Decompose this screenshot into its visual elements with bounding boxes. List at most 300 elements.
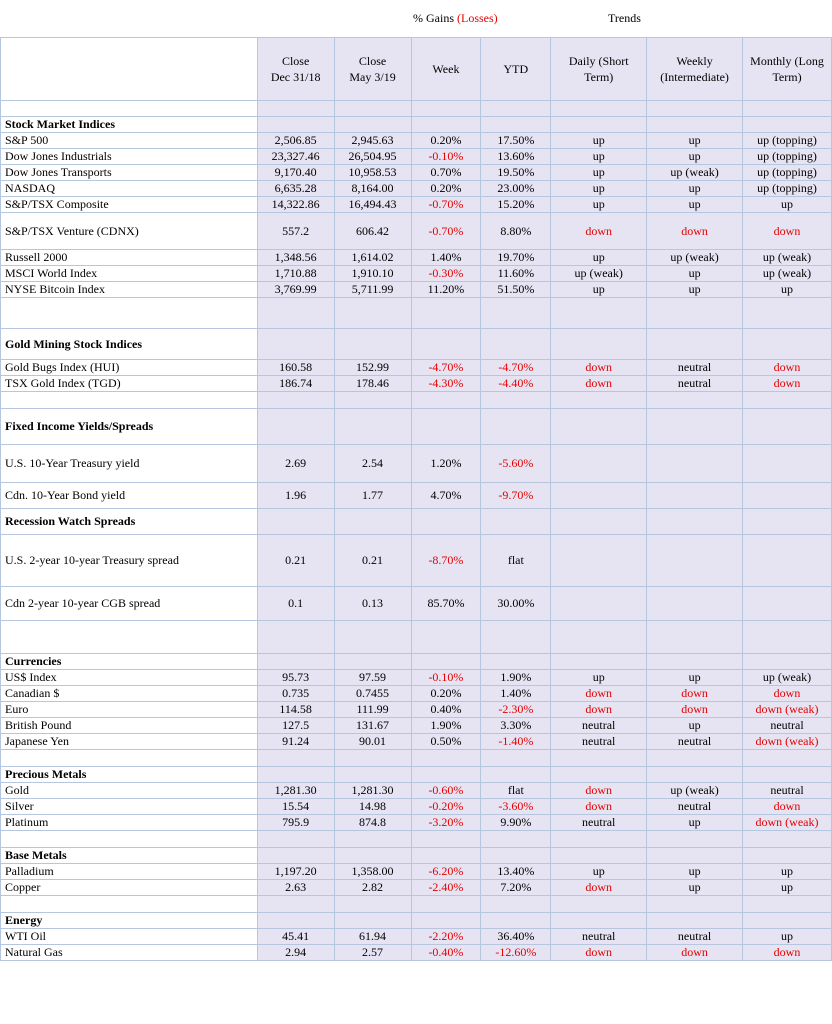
section-row	[1, 767, 832, 783]
row-label-cell: Gold Mining Stock Indices	[1, 329, 258, 360]
monthly-trend-cell: down	[743, 686, 832, 702]
monthly-trend-cell: up	[743, 282, 832, 298]
gains-losses-label	[413, 11, 498, 26]
table-row	[1, 783, 832, 799]
week-change-cell: -2.20%	[411, 929, 481, 945]
close-may3-cell	[334, 329, 411, 360]
ytd-change-cell: 1.90%	[481, 670, 551, 686]
week-change-cell: -4.70%	[411, 360, 481, 376]
monthly-trend-cell: neutral	[743, 783, 832, 799]
week-change-cell: 1.40%	[411, 250, 481, 266]
close-may3-cell: 1,358.00	[334, 864, 411, 880]
monthly-trend-cell: up (topping)	[743, 149, 832, 165]
weekly-trend-cell: up	[647, 133, 743, 149]
ytd-change-cell	[481, 117, 551, 133]
close-may3-cell: 61.94	[334, 929, 411, 945]
ytd-change-cell: flat	[481, 535, 551, 587]
ytd-change-cell: 30.00%	[481, 587, 551, 621]
weekly-trend-cell	[647, 896, 743, 913]
ytd-change-cell	[481, 848, 551, 864]
row-label-cell: U.S. 2-year 10-year Treasury spread	[1, 535, 258, 587]
losses-text: (Losses)	[457, 11, 498, 25]
close-dec31-cell: 127.5	[257, 718, 334, 734]
ytd-change-cell: 3.30%	[481, 718, 551, 734]
weekly-trend-cell: down	[647, 702, 743, 718]
week-change-cell: 0.20%	[411, 686, 481, 702]
week-change-cell: 4.70%	[411, 483, 481, 509]
week-change-cell: -0.30%	[411, 266, 481, 282]
table-row	[1, 181, 832, 197]
close-may3-cell: 0.21	[334, 535, 411, 587]
daily-trend-cell	[551, 896, 647, 913]
close-dec31-cell	[257, 896, 334, 913]
row-label-cell: Energy	[1, 913, 258, 929]
ytd-change-cell	[481, 392, 551, 409]
monthly-trend-cell: down	[743, 799, 832, 815]
weekly-trend-cell: neutral	[647, 734, 743, 750]
close-may3-cell: 131.67	[334, 718, 411, 734]
row-label-cell: Palladium	[1, 864, 258, 880]
close-may3-cell: 874.8	[334, 815, 411, 831]
daily-trend-cell	[551, 535, 647, 587]
close-may3-cell: 2.82	[334, 880, 411, 896]
close-may3-cell	[334, 654, 411, 670]
row-label-cell: Gold	[1, 783, 258, 799]
close-may3-cell: 90.01	[334, 734, 411, 750]
row-label-cell	[1, 38, 258, 101]
ytd-change-cell: 36.40%	[481, 929, 551, 945]
weekly-trend-cell: up	[647, 266, 743, 282]
close-dec31-cell	[257, 621, 334, 654]
row-label-cell	[1, 831, 258, 848]
close-dec31-cell: Close Dec 31/18	[257, 38, 334, 101]
monthly-trend-cell	[743, 750, 832, 767]
monthly-trend-cell: down (weak)	[743, 702, 832, 718]
week-change-cell: 11.20%	[411, 282, 481, 298]
week-change-cell	[411, 392, 481, 409]
row-label-cell: Precious Metals	[1, 767, 258, 783]
ytd-change-cell: -3.60%	[481, 799, 551, 815]
ytd-change-cell	[481, 409, 551, 445]
close-dec31-cell: 45.41	[257, 929, 334, 945]
table-row	[1, 799, 832, 815]
weekly-trend-cell: neutral	[647, 360, 743, 376]
daily-trend-cell	[551, 392, 647, 409]
table-row	[1, 149, 832, 165]
weekly-trend-cell: up	[647, 181, 743, 197]
close-may3-cell: 111.99	[334, 702, 411, 718]
close-dec31-cell: 3,769.99	[257, 282, 334, 298]
table-row	[1, 197, 832, 213]
daily-trend-cell: Daily (Short Term)	[551, 38, 647, 101]
ytd-change-cell: YTD	[481, 38, 551, 101]
weekly-trend-cell	[647, 831, 743, 848]
ytd-change-cell: -12.60%	[481, 945, 551, 961]
monthly-trend-cell	[743, 913, 832, 929]
weekly-trend-cell: neutral	[647, 376, 743, 392]
monthly-trend-cell	[743, 509, 832, 535]
row-label-cell: Recession Watch Spreads	[1, 509, 258, 535]
row-label-cell: Euro	[1, 702, 258, 718]
close-dec31-cell	[257, 509, 334, 535]
daily-trend-cell: up	[551, 181, 647, 197]
close-dec31-cell	[257, 848, 334, 864]
week-change-cell: -6.20%	[411, 864, 481, 880]
row-label-cell: S&P 500	[1, 133, 258, 149]
daily-trend-cell	[551, 587, 647, 621]
week-change-cell: 85.70%	[411, 587, 481, 621]
table-row	[1, 686, 832, 702]
ytd-change-cell: 8.80%	[481, 213, 551, 250]
section-row	[1, 848, 832, 864]
ytd-change-cell: 17.50%	[481, 133, 551, 149]
close-dec31-cell: 6,635.28	[257, 181, 334, 197]
daily-trend-cell	[551, 483, 647, 509]
close-dec31-cell	[257, 767, 334, 783]
row-label-cell: Japanese Yen	[1, 734, 258, 750]
ytd-change-cell	[481, 298, 551, 329]
trends-label: Trends	[608, 11, 641, 25]
row-label-cell: Platinum	[1, 815, 258, 831]
ytd-change-cell	[481, 101, 551, 117]
daily-trend-cell: up	[551, 165, 647, 181]
weekly-trend-cell: up (weak)	[647, 783, 743, 799]
close-may3-cell: 606.42	[334, 213, 411, 250]
row-label-cell: TSX Gold Index (TGD)	[1, 376, 258, 392]
row-label-cell: Currencies	[1, 654, 258, 670]
row-label-cell: NYSE Bitcoin Index	[1, 282, 258, 298]
close-may3-cell	[334, 913, 411, 929]
row-label-cell: S&P/TSX Venture (CDNX)	[1, 213, 258, 250]
close-may3-cell: 5,711.99	[334, 282, 411, 298]
monthly-trend-cell	[743, 654, 832, 670]
row-label-cell: Russell 2000	[1, 250, 258, 266]
weekly-trend-cell	[647, 329, 743, 360]
weekly-trend-cell	[647, 913, 743, 929]
weekly-trend-cell: up	[647, 880, 743, 896]
close-may3-cell: 1.77	[334, 483, 411, 509]
daily-trend-cell: up	[551, 670, 647, 686]
close-may3-cell: 2.57	[334, 945, 411, 961]
daily-trend-cell: down	[551, 213, 647, 250]
close-may3-cell: 178.46	[334, 376, 411, 392]
close-may3-cell: 1,614.02	[334, 250, 411, 266]
ytd-change-cell: 9.90%	[481, 815, 551, 831]
ytd-change-cell	[481, 329, 551, 360]
row-label-cell: British Pound	[1, 718, 258, 734]
ytd-change-cell: 13.40%	[481, 864, 551, 880]
week-change-cell: -0.70%	[411, 213, 481, 250]
row-label-cell: Cdn 2-year 10-year CGB spread	[1, 587, 258, 621]
table-row	[1, 266, 832, 282]
daily-trend-cell	[551, 117, 647, 133]
weekly-trend-cell	[647, 587, 743, 621]
row-label-cell: Dow Jones Transports	[1, 165, 258, 181]
close-may3-cell	[334, 896, 411, 913]
spacer-row	[1, 101, 832, 117]
ytd-change-cell: -9.70%	[481, 483, 551, 509]
week-change-cell: 0.40%	[411, 702, 481, 718]
close-dec31-cell: 2,506.85	[257, 133, 334, 149]
close-dec31-cell: 2.94	[257, 945, 334, 961]
monthly-trend-cell: up (weak)	[743, 266, 832, 282]
close-may3-cell	[334, 831, 411, 848]
weekly-trend-cell	[647, 509, 743, 535]
row-label-cell: WTI Oil	[1, 929, 258, 945]
daily-trend-cell: down	[551, 360, 647, 376]
row-label-cell: Natural Gas	[1, 945, 258, 961]
table-row	[1, 945, 832, 961]
spacer-row	[1, 298, 832, 329]
close-dec31-cell: 95.73	[257, 670, 334, 686]
weekly-trend-cell	[647, 848, 743, 864]
close-dec31-cell: 1,281.30	[257, 783, 334, 799]
close-may3-cell	[334, 409, 411, 445]
week-change-cell: -0.10%	[411, 670, 481, 686]
daily-trend-cell: down	[551, 945, 647, 961]
weekly-trend-cell: up	[647, 815, 743, 831]
week-change-cell	[411, 848, 481, 864]
monthly-trend-cell: neutral	[743, 718, 832, 734]
week-change-cell: -0.40%	[411, 945, 481, 961]
close-may3-cell	[334, 750, 411, 767]
row-label-cell: Canadian $	[1, 686, 258, 702]
monthly-trend-cell: down	[743, 360, 832, 376]
close-may3-cell	[334, 509, 411, 535]
close-dec31-cell: 0.1	[257, 587, 334, 621]
week-change-cell	[411, 298, 481, 329]
weekly-trend-cell	[647, 409, 743, 445]
close-dec31-cell	[257, 831, 334, 848]
week-change-cell	[411, 654, 481, 670]
daily-trend-cell: down	[551, 880, 647, 896]
daily-trend-cell	[551, 509, 647, 535]
monthly-trend-cell: up	[743, 197, 832, 213]
monthly-trend-cell: up	[743, 929, 832, 945]
monthly-trend-cell: up (weak)	[743, 250, 832, 266]
spacer-row	[1, 831, 832, 848]
daily-trend-cell	[551, 831, 647, 848]
ytd-change-cell: 13.60%	[481, 149, 551, 165]
monthly-trend-cell	[743, 392, 832, 409]
weekly-trend-cell: up (weak)	[647, 250, 743, 266]
daily-trend-cell: neutral	[551, 734, 647, 750]
close-dec31-cell	[257, 654, 334, 670]
section-row	[1, 654, 832, 670]
weekly-trend-cell	[647, 654, 743, 670]
close-dec31-cell: 23,327.46	[257, 149, 334, 165]
close-may3-cell	[334, 767, 411, 783]
ytd-change-cell: -4.70%	[481, 360, 551, 376]
daily-trend-cell: down	[551, 799, 647, 815]
table-row	[1, 213, 832, 250]
monthly-trend-cell: Monthly (Long Term)	[743, 38, 832, 101]
row-label-cell	[1, 621, 258, 654]
top-header	[0, 0, 832, 37]
ytd-change-cell: 15.20%	[481, 197, 551, 213]
table-row	[1, 880, 832, 896]
daily-trend-cell	[551, 409, 647, 445]
close-may3-cell: Close May 3/19	[334, 38, 411, 101]
week-change-cell: 0.20%	[411, 181, 481, 197]
weekly-trend-cell	[647, 392, 743, 409]
ytd-change-cell: -5.60%	[481, 445, 551, 483]
table-row	[1, 165, 832, 181]
daily-trend-cell: neutral	[551, 815, 647, 831]
daily-trend-cell: up (weak)	[551, 266, 647, 282]
ytd-change-cell	[481, 767, 551, 783]
close-may3-cell	[334, 392, 411, 409]
table-row	[1, 815, 832, 831]
weekly-trend-cell	[647, 535, 743, 587]
week-change-cell	[411, 101, 481, 117]
row-label-cell: Gold Bugs Index (HUI)	[1, 360, 258, 376]
weekly-trend-cell: Weekly (Intermediate)	[647, 38, 743, 101]
monthly-trend-cell	[743, 445, 832, 483]
daily-trend-cell	[551, 621, 647, 654]
daily-trend-cell	[551, 654, 647, 670]
weekly-trend-cell	[647, 445, 743, 483]
daily-trend-cell: up	[551, 149, 647, 165]
row-label-cell: MSCI World Index	[1, 266, 258, 282]
table-row	[1, 718, 832, 734]
row-label-cell: Cdn. 10-Year Bond yield	[1, 483, 258, 509]
daily-trend-cell	[551, 913, 647, 929]
monthly-trend-cell	[743, 831, 832, 848]
week-change-cell: 0.70%	[411, 165, 481, 181]
monthly-trend-cell: up (topping)	[743, 165, 832, 181]
ytd-change-cell: 7.20%	[481, 880, 551, 896]
close-may3-cell: 152.99	[334, 360, 411, 376]
table-row	[1, 282, 832, 298]
spacer-row	[1, 750, 832, 767]
weekly-trend-cell	[647, 621, 743, 654]
ytd-change-cell: 23.00%	[481, 181, 551, 197]
row-label-cell: NASDAQ	[1, 181, 258, 197]
row-label-cell	[1, 750, 258, 767]
table-row	[1, 360, 832, 376]
row-label-cell: Base Metals	[1, 848, 258, 864]
close-dec31-cell: 15.54	[257, 799, 334, 815]
close-dec31-cell	[257, 101, 334, 117]
week-change-cell: -0.70%	[411, 197, 481, 213]
daily-trend-cell: up	[551, 864, 647, 880]
daily-trend-cell: down	[551, 702, 647, 718]
row-label-cell: S&P/TSX Composite	[1, 197, 258, 213]
close-dec31-cell	[257, 913, 334, 929]
section-row	[1, 913, 832, 929]
table-row	[1, 929, 832, 945]
close-dec31-cell	[257, 298, 334, 329]
row-label-cell: Silver	[1, 799, 258, 815]
daily-trend-cell	[551, 848, 647, 864]
daily-trend-cell: neutral	[551, 929, 647, 945]
monthly-trend-cell: down	[743, 376, 832, 392]
week-change-cell: Week	[411, 38, 481, 101]
ytd-change-cell	[481, 913, 551, 929]
close-dec31-cell	[257, 329, 334, 360]
close-dec31-cell: 0.21	[257, 535, 334, 587]
close-dec31-cell: 1,197.20	[257, 864, 334, 880]
weekly-trend-cell: up	[647, 197, 743, 213]
weekly-trend-cell: up	[647, 718, 743, 734]
close-dec31-cell	[257, 117, 334, 133]
monthly-trend-cell: down	[743, 213, 832, 250]
close-may3-cell: 8,164.00	[334, 181, 411, 197]
close-dec31-cell: 91.24	[257, 734, 334, 750]
week-change-cell: 0.50%	[411, 734, 481, 750]
monthly-trend-cell	[743, 483, 832, 509]
ytd-change-cell: 19.70%	[481, 250, 551, 266]
ytd-change-cell: 1.40%	[481, 686, 551, 702]
monthly-trend-cell: up	[743, 864, 832, 880]
close-dec31-cell: 160.58	[257, 360, 334, 376]
ytd-change-cell	[481, 750, 551, 767]
weekly-trend-cell: up	[647, 149, 743, 165]
close-may3-cell	[334, 848, 411, 864]
close-dec31-cell: 557.2	[257, 213, 334, 250]
ytd-change-cell: -2.30%	[481, 702, 551, 718]
close-may3-cell: 97.59	[334, 670, 411, 686]
row-label-cell	[1, 298, 258, 329]
ytd-change-cell: flat	[481, 783, 551, 799]
weekly-trend-cell: up (weak)	[647, 165, 743, 181]
ytd-change-cell: 51.50%	[481, 282, 551, 298]
week-change-cell	[411, 117, 481, 133]
table-row	[1, 133, 832, 149]
table-row	[1, 864, 832, 880]
table-row	[1, 670, 832, 686]
spacer-row	[1, 896, 832, 913]
week-change-cell: 0.20%	[411, 133, 481, 149]
week-change-cell: -3.20%	[411, 815, 481, 831]
section-row	[1, 329, 832, 360]
monthly-trend-cell	[743, 587, 832, 621]
daily-trend-cell	[551, 101, 647, 117]
monthly-trend-cell: up (topping)	[743, 133, 832, 149]
spacer-row	[1, 621, 832, 654]
weekly-trend-cell	[647, 298, 743, 329]
weekly-trend-cell: down	[647, 213, 743, 250]
ytd-change-cell	[481, 654, 551, 670]
monthly-trend-cell	[743, 896, 832, 913]
row-label-cell: Copper	[1, 880, 258, 896]
week-change-cell: -0.20%	[411, 799, 481, 815]
weekly-trend-cell: down	[647, 686, 743, 702]
daily-trend-cell: up	[551, 197, 647, 213]
table-row	[1, 587, 832, 621]
monthly-trend-cell: up (weak)	[743, 670, 832, 686]
week-change-cell	[411, 750, 481, 767]
close-may3-cell: 26,504.95	[334, 149, 411, 165]
monthly-trend-cell: up (topping)	[743, 181, 832, 197]
close-dec31-cell: 1,710.88	[257, 266, 334, 282]
week-change-cell	[411, 913, 481, 929]
monthly-trend-cell	[743, 329, 832, 360]
spacer-row	[1, 392, 832, 409]
row-label-cell: Fixed Income Yields/Spreads	[1, 409, 258, 445]
table-row	[1, 734, 832, 750]
section-row	[1, 509, 832, 535]
week-change-cell	[411, 409, 481, 445]
table-row	[1, 250, 832, 266]
close-may3-cell: 0.7455	[334, 686, 411, 702]
daily-trend-cell: down	[551, 686, 647, 702]
monthly-trend-cell	[743, 409, 832, 445]
weekly-trend-cell: neutral	[647, 799, 743, 815]
daily-trend-cell: neutral	[551, 718, 647, 734]
table-row	[1, 535, 832, 587]
